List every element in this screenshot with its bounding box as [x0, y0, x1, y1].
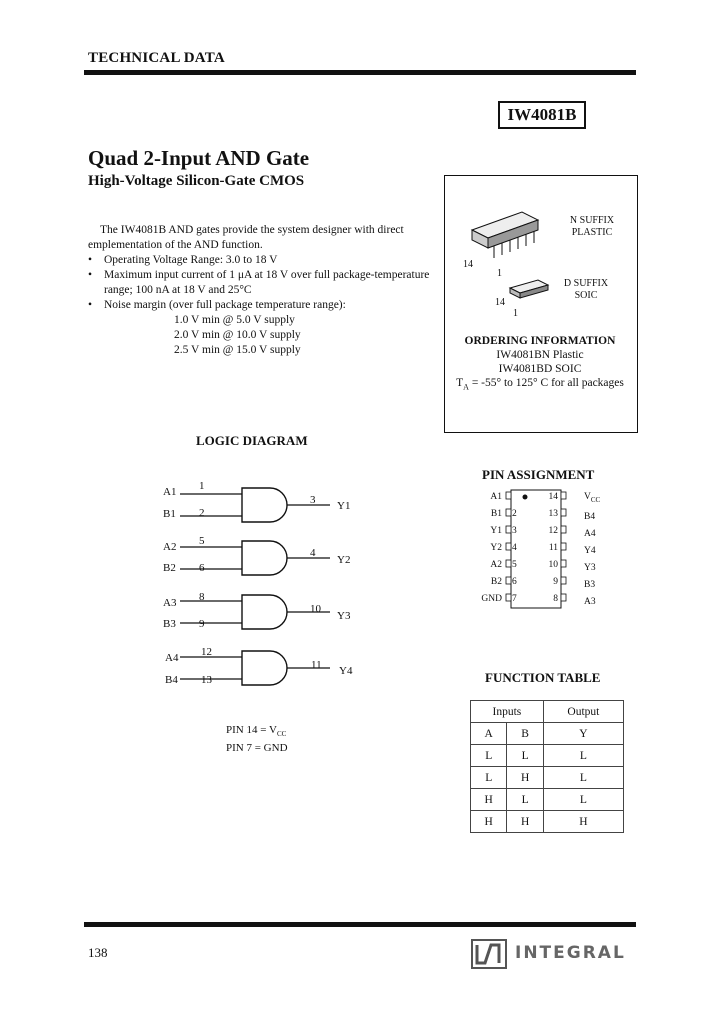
package-drawings [460, 200, 550, 320]
pin-name: Y2 [490, 543, 502, 553]
header-rule [84, 70, 636, 75]
pin-name-subscript: CC [590, 495, 601, 504]
gate-pin-number: 8 [199, 591, 205, 603]
page-subtitle: High-Voltage Silicon-Gate CMOS [88, 173, 305, 189]
pin-left-names [470, 489, 502, 608]
pin-name: A3 [584, 596, 596, 607]
pin-name: B3 [584, 579, 596, 590]
d-suffix-label [556, 278, 616, 302]
table-column-row [471, 723, 624, 745]
pin-number: 5 [512, 560, 517, 570]
column-header: A [471, 723, 507, 745]
description-intro: The IW4081B AND gates provide the system designer with direct emplementation of the AND function. [88, 224, 404, 251]
table-cell: L [543, 767, 623, 789]
power-notes [226, 723, 288, 755]
gate-input-label: B1 [163, 508, 176, 520]
pin-number: 7 [512, 594, 517, 604]
gate-pin-number: 10 [310, 603, 321, 615]
pin-number: 8 [553, 594, 558, 604]
bullet-item: • Operating Voltage Range: 3.0 to 18 V [88, 253, 434, 268]
table-row [471, 811, 624, 833]
gate-output-label: Y3 [337, 610, 351, 622]
pin-number: 4 [512, 543, 517, 553]
gate-pin-number: 9 [199, 618, 205, 630]
dip-package-icon [472, 212, 538, 258]
gate-pin-number: 11 [311, 659, 322, 671]
pin-name: A1 [490, 492, 502, 502]
ordering-info [444, 334, 636, 394]
pin-right-numbers [541, 489, 558, 608]
table-row [471, 745, 624, 767]
logic-diagram-heading: LOGIC DIAGRAM [196, 433, 308, 448]
noise-margin-line: 2.5 V min @ 15.0 V supply [174, 344, 301, 356]
noise-margin-line: 2.0 V min @ 10.0 V supply [174, 329, 301, 341]
pin-number: 14 [548, 492, 558, 502]
temp-range-text: = -55° to 125° C for all packages [468, 377, 624, 389]
brand-name: INTEGRAL [515, 943, 626, 963]
function-table [470, 700, 624, 833]
table-cell: H [507, 767, 543, 789]
ground-note: PIN 7 = GND [226, 742, 288, 755]
pin-name: GND [481, 594, 502, 604]
gate-output-label: Y4 [339, 665, 353, 677]
pin-name: Y3 [584, 562, 596, 573]
power-note-subscript: CC [276, 730, 287, 739]
page-number: 138 [88, 945, 108, 960]
pin-number: 6 [512, 577, 517, 587]
gate-pin-number: 5 [199, 535, 205, 547]
output-header: Output [543, 701, 623, 723]
table-cell: L [543, 745, 623, 767]
temp-symbol: T [456, 377, 464, 389]
integral-logo-icon [471, 939, 507, 969]
pin-name: B2 [490, 577, 502, 587]
gate-input-label: A1 [163, 486, 177, 498]
gate-input-label: A3 [163, 597, 177, 609]
page-title: Quad 2-Input AND Gate [88, 146, 310, 170]
power-note-text: PIN 14 = V [226, 724, 277, 736]
ordering-line: IW4081BN Plastic [496, 349, 584, 361]
n-type-text: PLASTIC [571, 227, 613, 238]
table-cell: L [507, 745, 543, 767]
n-suffix-text: N SUFFIX [569, 215, 615, 226]
gate-pin-number: 4 [310, 547, 316, 559]
pin-assignment-heading: PIN ASSIGNMENT [482, 467, 595, 482]
part-number-box: IW4081B [498, 101, 586, 129]
column-header: Y [543, 723, 623, 745]
pin-number: 13 [548, 509, 558, 519]
function-table-heading: FUNCTION TABLE [485, 670, 601, 685]
pin-name: B1 [490, 509, 502, 519]
pin-number: 11 [548, 543, 558, 553]
gate-output-label: Y2 [337, 554, 351, 566]
d-type-text: SOIC [574, 290, 598, 301]
ordering-heading: ORDERING INFORMATION [464, 335, 616, 347]
pin-name-text: V [584, 492, 591, 502]
d-suffix-text: D SUFFIX [563, 278, 609, 289]
pin-number: 9 [553, 577, 558, 587]
power-note [226, 723, 288, 741]
temp-subscript: A [463, 382, 469, 392]
table-cell: H [471, 811, 507, 833]
gate-pin-number: 2 [199, 507, 205, 519]
soic-package-icon [510, 280, 548, 298]
pin-name [584, 489, 624, 509]
dip-pin14-label: 14 [463, 259, 473, 270]
gate-input-label: B2 [163, 562, 176, 574]
gate-pin-number: 6 [199, 562, 205, 574]
gate-input-label: B3 [163, 618, 176, 630]
table-cell: H [471, 789, 507, 811]
inputs-header: Inputs [471, 701, 544, 723]
ordering-line: IW4081BD SOIC [498, 363, 582, 375]
soic-pin14-label: 14 [495, 297, 505, 308]
pin-number: 3 [512, 526, 517, 536]
table-cell: L [543, 789, 623, 811]
gate-pin-number: 13 [201, 674, 212, 686]
n-suffix-label [562, 215, 622, 239]
pin-name: A4 [584, 528, 596, 539]
gate-input-label: A2 [163, 541, 177, 553]
pin-right-names [584, 489, 624, 611]
gate-input-label: A4 [165, 652, 179, 664]
table-row [471, 789, 624, 811]
pin-number: 2 [512, 509, 517, 519]
table-cell: H [507, 811, 543, 833]
noise-margin-line: 1.0 V min @ 5.0 V supply [174, 314, 295, 326]
gate-input-label: B4 [165, 674, 178, 686]
gate-pin-number: 12 [201, 646, 212, 658]
bullet-item: • Noise margin (over full package temperature range): [88, 298, 434, 313]
table-cell: L [471, 745, 507, 767]
pin-left-numbers [512, 489, 526, 608]
pin-name: A2 [490, 560, 502, 570]
gate-pin-number: 3 [310, 494, 316, 506]
description [88, 223, 434, 358]
pin-number: 10 [548, 560, 558, 570]
gate-pin-number: 1 [199, 480, 205, 492]
pin-number: 12 [548, 526, 558, 536]
table-row [471, 767, 624, 789]
table-cell: L [507, 789, 543, 811]
header-label: TECHNICAL DATA [88, 50, 225, 66]
bullet-item: • Maximum input current of 1 μA at 18 V over full package-temperature range; 100 nA at 18 V and 25°C [88, 268, 434, 298]
temperature-range [444, 376, 636, 394]
table-cell: H [543, 811, 623, 833]
soic-pin1-label: 1 [513, 308, 518, 319]
dip-pin1-label: 1 [497, 268, 502, 279]
table-cell: L [471, 767, 507, 789]
column-header: B [507, 723, 543, 745]
pin-name: B4 [584, 511, 596, 522]
table-header-row [471, 701, 624, 723]
footer-rule [84, 922, 636, 927]
pin-name: Y1 [490, 526, 502, 536]
gate-output-label: Y1 [337, 500, 351, 512]
pin-name: Y4 [584, 545, 596, 556]
